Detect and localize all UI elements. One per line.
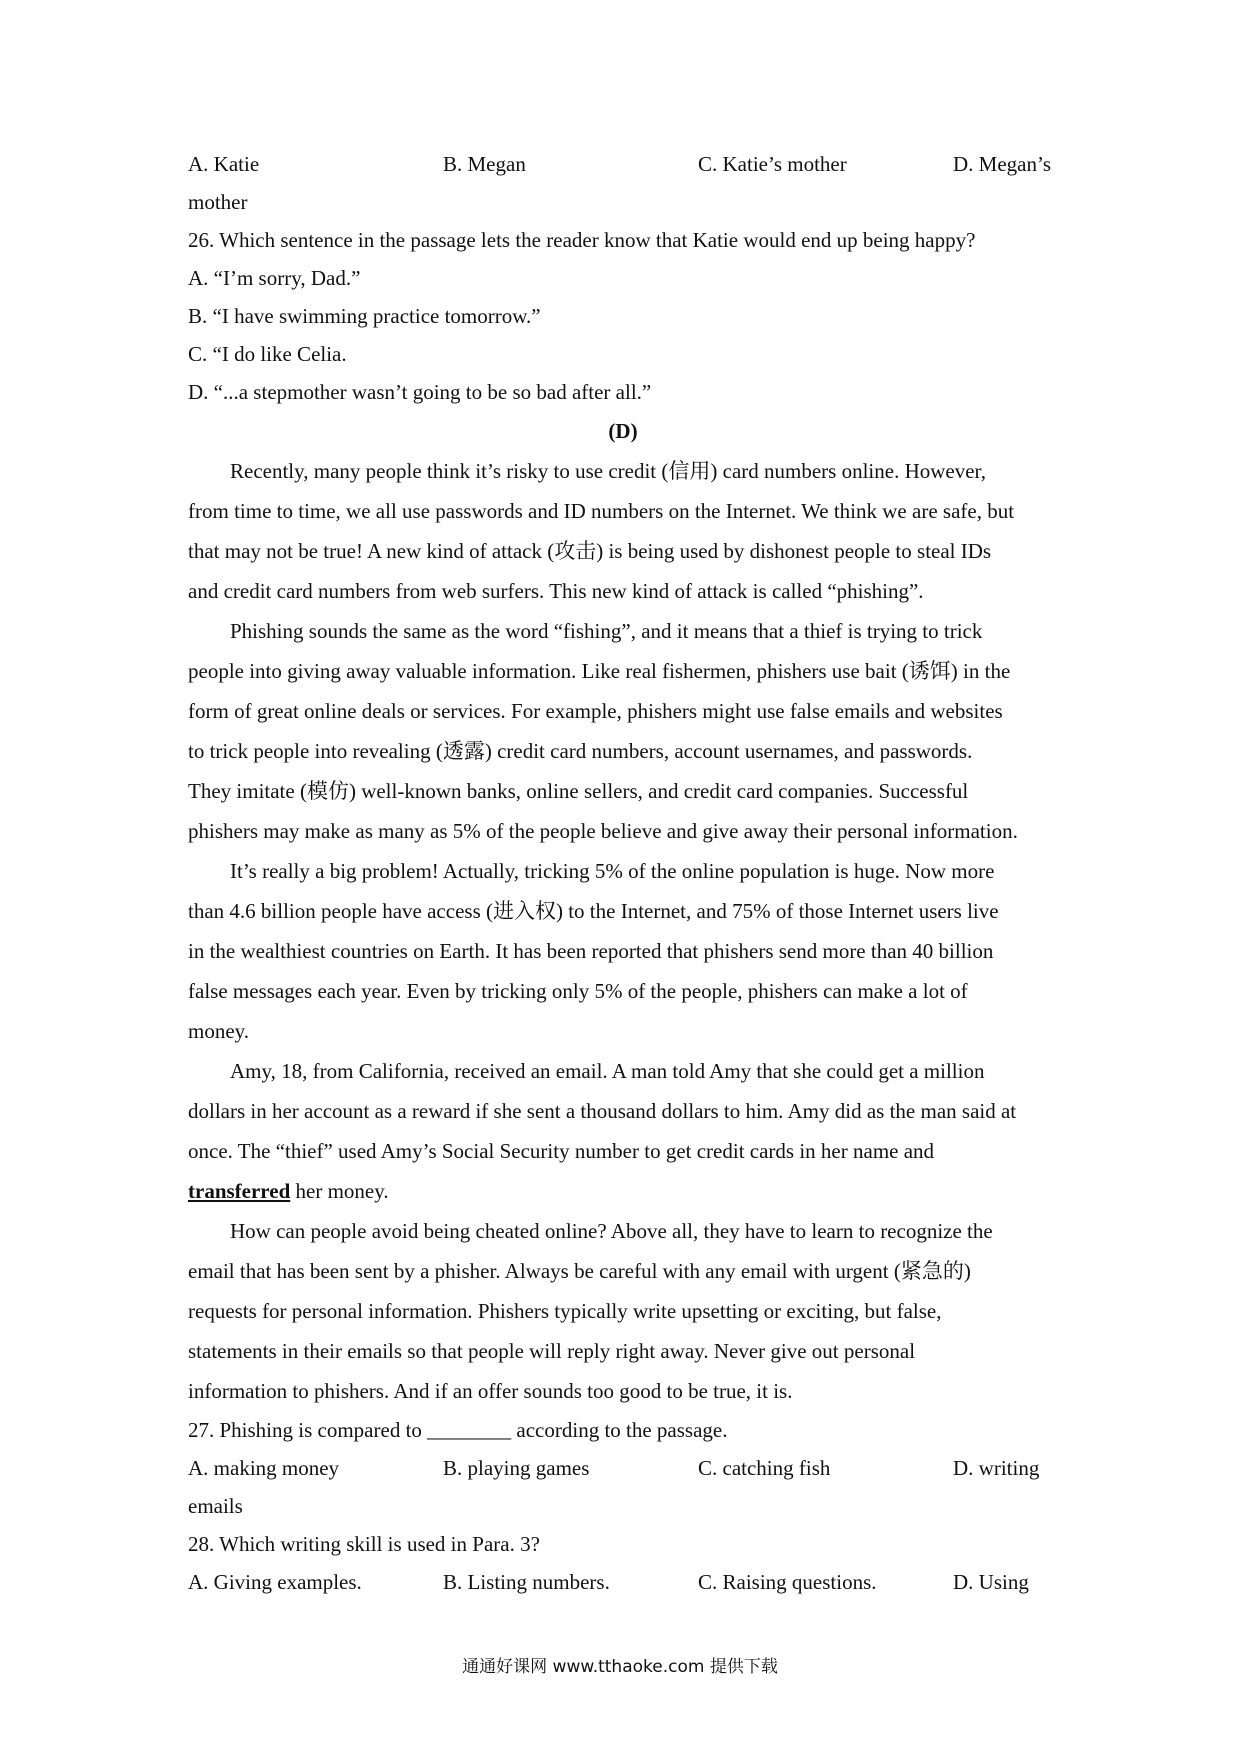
paragraph-1 <box>188 451 1058 611</box>
q25-option-c: C. Katie’s mother <box>698 152 847 176</box>
paragraph-4 <box>188 1051 1058 1211</box>
document-page <box>188 145 1058 1601</box>
paragraph-line: They imitate (模仿) well-known banks, online sellers, and credit card companies. Successful <box>188 779 969 803</box>
paragraph-line-last <box>188 1171 1058 1211</box>
paragraph-line: false messages each year. Even by tricking only 5% of the people, phishers can make a lot of <box>188 979 968 1003</box>
q28-option-a: A. Giving examples. <box>188 1570 362 1594</box>
q28-option-d: D. Using <box>953 1570 1029 1594</box>
paragraph-line: dollars in her account as a reward if she sent a thousand dollars to him. Amy did as the man said at <box>188 1099 1017 1123</box>
paragraph-line: How can people avoid being cheated online? Above all, they have to learn to recognize the <box>230 1219 993 1243</box>
q27-option-d: D. writing <box>953 1456 1040 1480</box>
q27-option-a: A. making money <box>188 1456 340 1480</box>
paragraph-line: Recently, many people think it’s risky to use credit (信用) card numbers online. However, <box>230 459 986 483</box>
q26-option-b: B. “I have swimming practice tomorrow.” <box>188 304 541 328</box>
paragraph-line: It’s really a big problem! Actually, tricking 5% of the online population is huge. Now more <box>230 859 995 883</box>
paragraph-3 <box>188 851 1058 1051</box>
paragraph-line: email that has been sent by a phisher. Always be careful with any email with urgent (紧急的) <box>188 1259 971 1283</box>
paragraph-line: and credit card numbers from web surfers. This new kind of attack is called “phishing”. <box>188 579 924 603</box>
q28-options <box>188 1563 1058 1601</box>
q27-option-c: C. catching fish <box>698 1456 831 1480</box>
paragraph-line: requests for personal information. Phishers typically write upsetting or exciting, but false, <box>188 1299 942 1323</box>
q25-option-d-continued: mother <box>188 190 248 214</box>
q25-option-d: D. Megan’s <box>953 152 1051 176</box>
q27-option-d-continued: emails <box>188 1494 243 1518</box>
paragraph-5 <box>188 1211 1058 1411</box>
q26-option-d: D. “...a stepmother wasn’t going to be so bad after all.” <box>188 380 652 404</box>
paragraph-line-rest: her money. <box>290 1179 389 1203</box>
paragraph-line: money. <box>188 1019 250 1043</box>
paragraph-line: that may not be true! A new kind of attack (攻击) is being used by dishonest people to steal IDs <box>188 539 992 563</box>
paragraph-line: people into giving away valuable information. Like real fishermen, phishers use bait (诱饵) in the <box>188 659 1011 683</box>
q26-option-c: C. “I do like Celia. <box>188 342 347 366</box>
q27-option-b: B. playing games <box>443 1456 590 1480</box>
paragraph-line: Phishing sounds the same as the word “fishing”, and it means that a thief is trying to trick <box>230 619 983 643</box>
paragraph-line: than 4.6 billion people have access (进入权) to the Internet, and 75% of those Internet users live <box>188 899 999 923</box>
q28-option-c: C. Raising questions. <box>698 1570 877 1594</box>
paragraph-line: to trick people into revealing (透露) credit card numbers, account usernames, and passwords. <box>188 739 973 763</box>
paragraph-2 <box>188 611 1058 851</box>
paragraph-line: from time to time, we all use passwords and ID numbers on the Internet. We think we are safe, but <box>188 499 1015 523</box>
q25-options <box>188 145 1058 183</box>
q26-stem: 26. Which sentence in the passage lets the reader know that Katie would end up being happy? <box>188 228 976 252</box>
paragraph-line: in the wealthiest countries on Earth. It has been reported that phishers send more than 40 billion <box>188 939 994 963</box>
page-footer: 通通好课网 www.tthaoke.com 提供下载 <box>462 1657 778 1677</box>
underlined-word-transferred: transferred <box>188 1179 291 1203</box>
section-title: (D) <box>608 419 638 443</box>
paragraph-line: form of great online deals or services. For example, phishers might use false emails and websites <box>188 699 1003 723</box>
q25-option-a: A. Katie <box>188 152 260 176</box>
paragraph-line: Amy, 18, from California, received an email. A man told Amy that she could get a million <box>230 1059 985 1083</box>
paragraph-line: once. The “thief” used Amy’s Social Security number to get credit cards in her name and <box>188 1139 935 1163</box>
q26-option-a: A. “I’m sorry, Dad.” <box>188 266 361 290</box>
q28-stem: 28. Which writing skill is used in Para. 3? <box>188 1532 540 1556</box>
q28-option-b: B. Listing numbers. <box>443 1570 610 1594</box>
paragraph-line: phishers may make as many as 5% of the people believe and give away their personal information. <box>188 819 1018 843</box>
paragraph-line: statements in their emails so that people will reply right away. Never give out personal <box>188 1339 916 1363</box>
q27-options <box>188 1449 1058 1487</box>
paragraph-line: information to phishers. And if an offer sounds too good to be true, it is. <box>188 1379 793 1403</box>
q27-stem: 27. Phishing is compared to ________ according to the passage. <box>188 1418 728 1442</box>
q25-option-b: B. Megan <box>443 152 526 176</box>
